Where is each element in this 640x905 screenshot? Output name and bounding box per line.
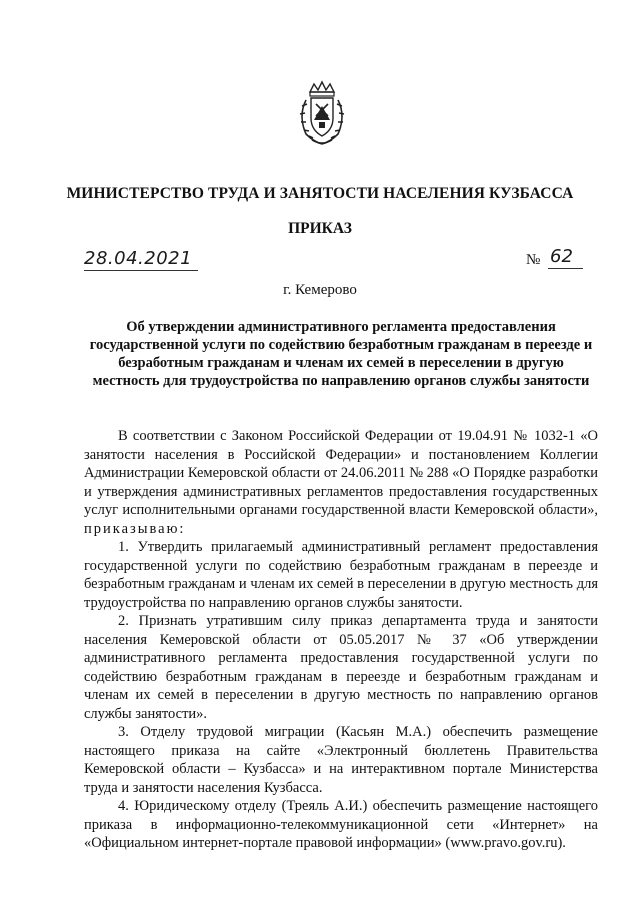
preamble-paragraph — [84, 427, 598, 538]
order-word: приказываю: — [84, 520, 186, 537]
number-label: № — [526, 252, 541, 268]
document-type: ПРИКАЗ — [288, 220, 352, 237]
handwritten-number: 62 — [548, 246, 583, 269]
order-item-3: 3. Отделу трудовой миграции (Касьян М.А.) обеспечить размещение настоящего приказа на сайте «Электронный бюллетень Правительства Кемеровской области – Кузбасса» и на интерактивном портале Министерства труда и занятости населения Кузбасса. — [84, 724, 598, 796]
order-item-1: 1. Утвердить прилагаемый административный регламент предоставления государственной услуги по содействию безработным гражданам в переезде и безработным гражданам и членам их семей в переселении в другую местность для трудоустройства по направлению органов службы занятости. — [84, 539, 598, 611]
ministry-title: МИНИСТЕРСТВО ТРУДА И ЗАНЯТОСТИ НАСЕЛЕНИЯ КУЗБАССА — [66, 185, 574, 202]
handwritten-date: 28.04.2021 — [84, 248, 198, 271]
coat-of-arms-icon — [296, 80, 348, 146]
city-line: г. Кемерово — [283, 282, 357, 298]
order-item-2: 2. Признать утратившим силу приказ департамента труда и занятости населения Кемеровской области от 05.05.2017 № 37 «Об утверждении административного регламента предоставления государственной услуги по содействию безработным гражданам в переезде и безработным гражданам и членам их семей в переселении в другую местность по направлению органов службы занятости». — [84, 613, 598, 722]
document-body — [84, 427, 598, 853]
preamble-text: В соответствии с Законом Российской Федерации от 19.04.91 № 1032-1 «О занятости населения в Российской Федерации» и постановлением Коллегии Администрации Кемеровской области от 24.06.2011 № 288 «О Порядке разработки и утверждения административных регламентов предоставления государственных услуг исполнительными органами государственной власти Кемеровской области», — [84, 428, 598, 518]
order-item-4: 4. Юридическому отделу (Треяль А.И.) обеспечить размещение настоящего приказа в информационно-телекоммуникационной сети «Интернет» на «Официальном интернет-портале правовой информации» (www.pravo.gov.ru). — [84, 798, 598, 851]
document-subject: Об утверждении административного регламента предоставления государственной услуги по содействию безработным гражданам в переезде и безработным гражданам и членам их семей в переселении в другую местность для трудоустройства по направлению органов службы занятости — [89, 319, 593, 389]
